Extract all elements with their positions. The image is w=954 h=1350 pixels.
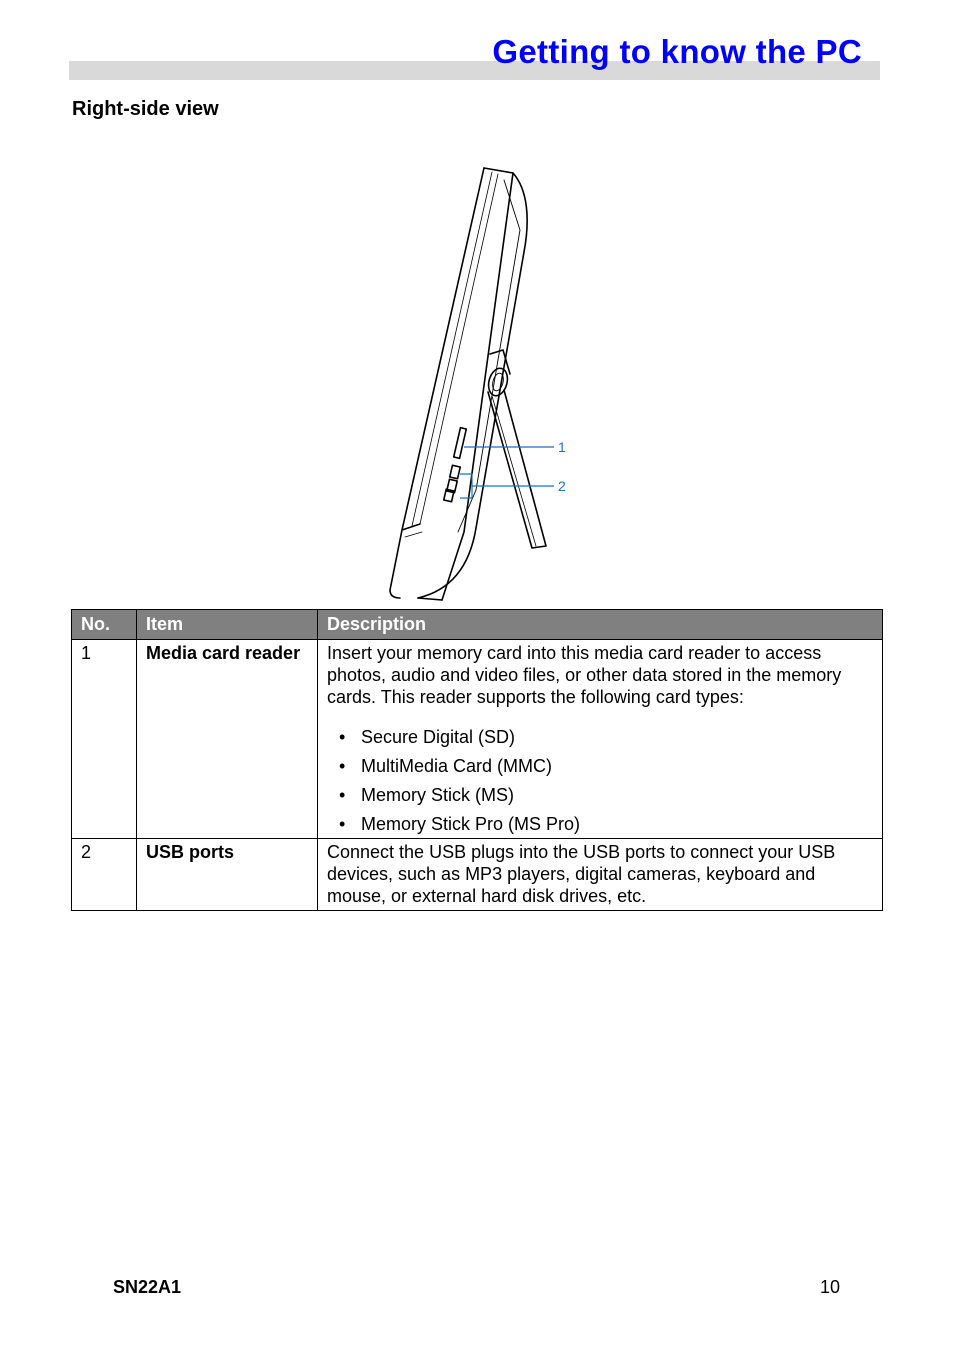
row-item: Media card reader: [137, 640, 318, 839]
table-row: [72, 640, 883, 839]
column-header-no: No.: [72, 610, 137, 640]
list-item: • Memory Stick (MS): [327, 784, 873, 806]
section-heading: Right-side view: [72, 98, 219, 120]
list-item: • Secure Digital (SD): [327, 726, 873, 748]
table-header-row: [72, 610, 883, 640]
row-description-cell: [318, 640, 883, 839]
footer-page-number: 10: [820, 1277, 841, 1297]
page-title: Getting to know the PC: [492, 33, 862, 70]
right-side-view-figure: [380, 160, 580, 605]
card-type-list: [327, 726, 873, 835]
row-description: Insert your memory card into this media card reader to access photos, audio and video files, or other data stored in the memory cards. This reader supports the following card types:: [327, 643, 842, 707]
column-header-item: Item: [137, 610, 318, 640]
list-item: • MultiMedia Card (MMC): [327, 755, 873, 777]
footer-model-number: SN22A1: [113, 1277, 182, 1297]
row-item: USB ports: [137, 839, 318, 911]
pc-side-illustration: [380, 160, 580, 605]
row-number: 1: [72, 640, 137, 839]
row-number: 2: [72, 839, 137, 911]
callout-2-label: 2: [558, 478, 566, 494]
table-row: [72, 839, 883, 911]
port-description-table: [71, 609, 883, 911]
column-header-description: Description: [318, 610, 883, 640]
list-item: • Memory Stick Pro (MS Pro): [327, 813, 873, 835]
row-description: Connect the USB plugs into the USB ports to connect your USB devices, such as MP3 players, digital cameras, keyboard and mouse, or external hard disk drives, etc.: [318, 839, 883, 911]
callout-1-label: 1: [558, 439, 566, 455]
